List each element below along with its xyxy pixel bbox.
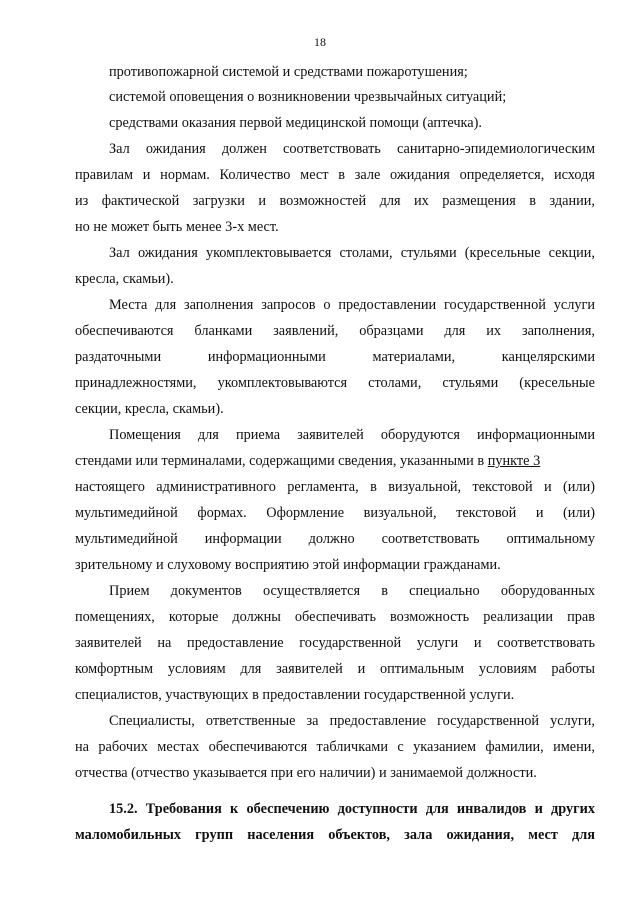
paragraph-line: правилам и нормам. Количество мест в зале ожидания определяется, исходя [75,167,595,183]
paragraph-line: мультимедийной информации должно соответствовать оптимальному [75,531,595,547]
paragraph-line: настоящего административного регламента, в визуальной, текстовой и (или) [75,479,595,495]
page-number: 18 [314,35,326,49]
paragraph-line: помещениях, которые должны обеспечивать возможность реализации прав [75,609,595,625]
paragraph-line: но не может быть менее 3-х мест. [75,219,279,235]
text-line: противопожарной системой и средствами пожаротушения; [109,64,468,80]
paragraph-line: из фактической загрузки и возможностей для их размещения в здании, [75,193,595,209]
paragraph-line: Зал ожидания укомплектовывается столами, стульями (кресельные секции, [109,245,595,261]
paragraph-line: комфортным условиям для заявителей и оптимальным условиям работы [75,661,595,677]
clause-3-link[interactable]: пункте 3 [487,453,541,469]
paragraph-line: мультимедийной формах. Оформление визуальной, текстовой и (или) [75,505,595,521]
paragraph-line: обеспечиваются бланками заявлений, образцами для их заполнения, [75,323,595,339]
paragraph-line: специалистов, участвующих в предоставлении государственной услуги. [75,687,515,703]
paragraph-line: на рабочих местах обеспечиваются табличками с указанием фамилии, имени, [75,739,595,755]
text-line: системой оповещения о возникновении чрезвычайных ситуаций; [109,89,507,105]
paragraph-line [75,448,595,474]
section-heading-line: 15.2. Требования к обеспечению доступности для инвалидов и других [109,801,595,817]
paragraph-line: раздаточными информационными материалами, канцелярскими [75,349,595,365]
paragraph-line: Места для заполнения запросов о предоставлении государственной услуги [109,297,595,313]
paragraph-line: Зал ожидания должен соответствовать санитарно-эпидемиологическим [109,141,595,157]
line-text: стендами или терминалами, содержащими сведения, указанными в [75,453,488,469]
paragraph-line: принадлежностями, укомплектовываются столами, стульями (кресельные [75,375,595,391]
text-line: средствами оказания первой медицинской помощи (аптечка). [109,115,482,131]
paragraph-line: секции, кресла, скамьи). [75,401,224,417]
paragraph-line: кресла, скамьи). [75,271,174,287]
paragraph-line: Прием документов осуществляется в специально оборудованных [109,583,595,599]
paragraph-line: отчества (отчество указывается при его наличии) и занимаемой должности. [75,765,537,781]
paragraph-line: Помещения для приема заявителей оборудуются информационными [109,427,595,443]
document-body [75,61,595,848]
paragraph-line: Специалисты, ответственные за предоставление государственной услуги, [109,713,595,729]
paragraph-line: заявителей на предоставление государственной услуги и соответствовать [75,635,595,651]
paragraph-line: зрительному и слуховому восприятию этой информации гражданами. [75,557,501,573]
section-heading-line: маломобильных групп населения объектов, зала ожидания, мест для [75,827,595,843]
